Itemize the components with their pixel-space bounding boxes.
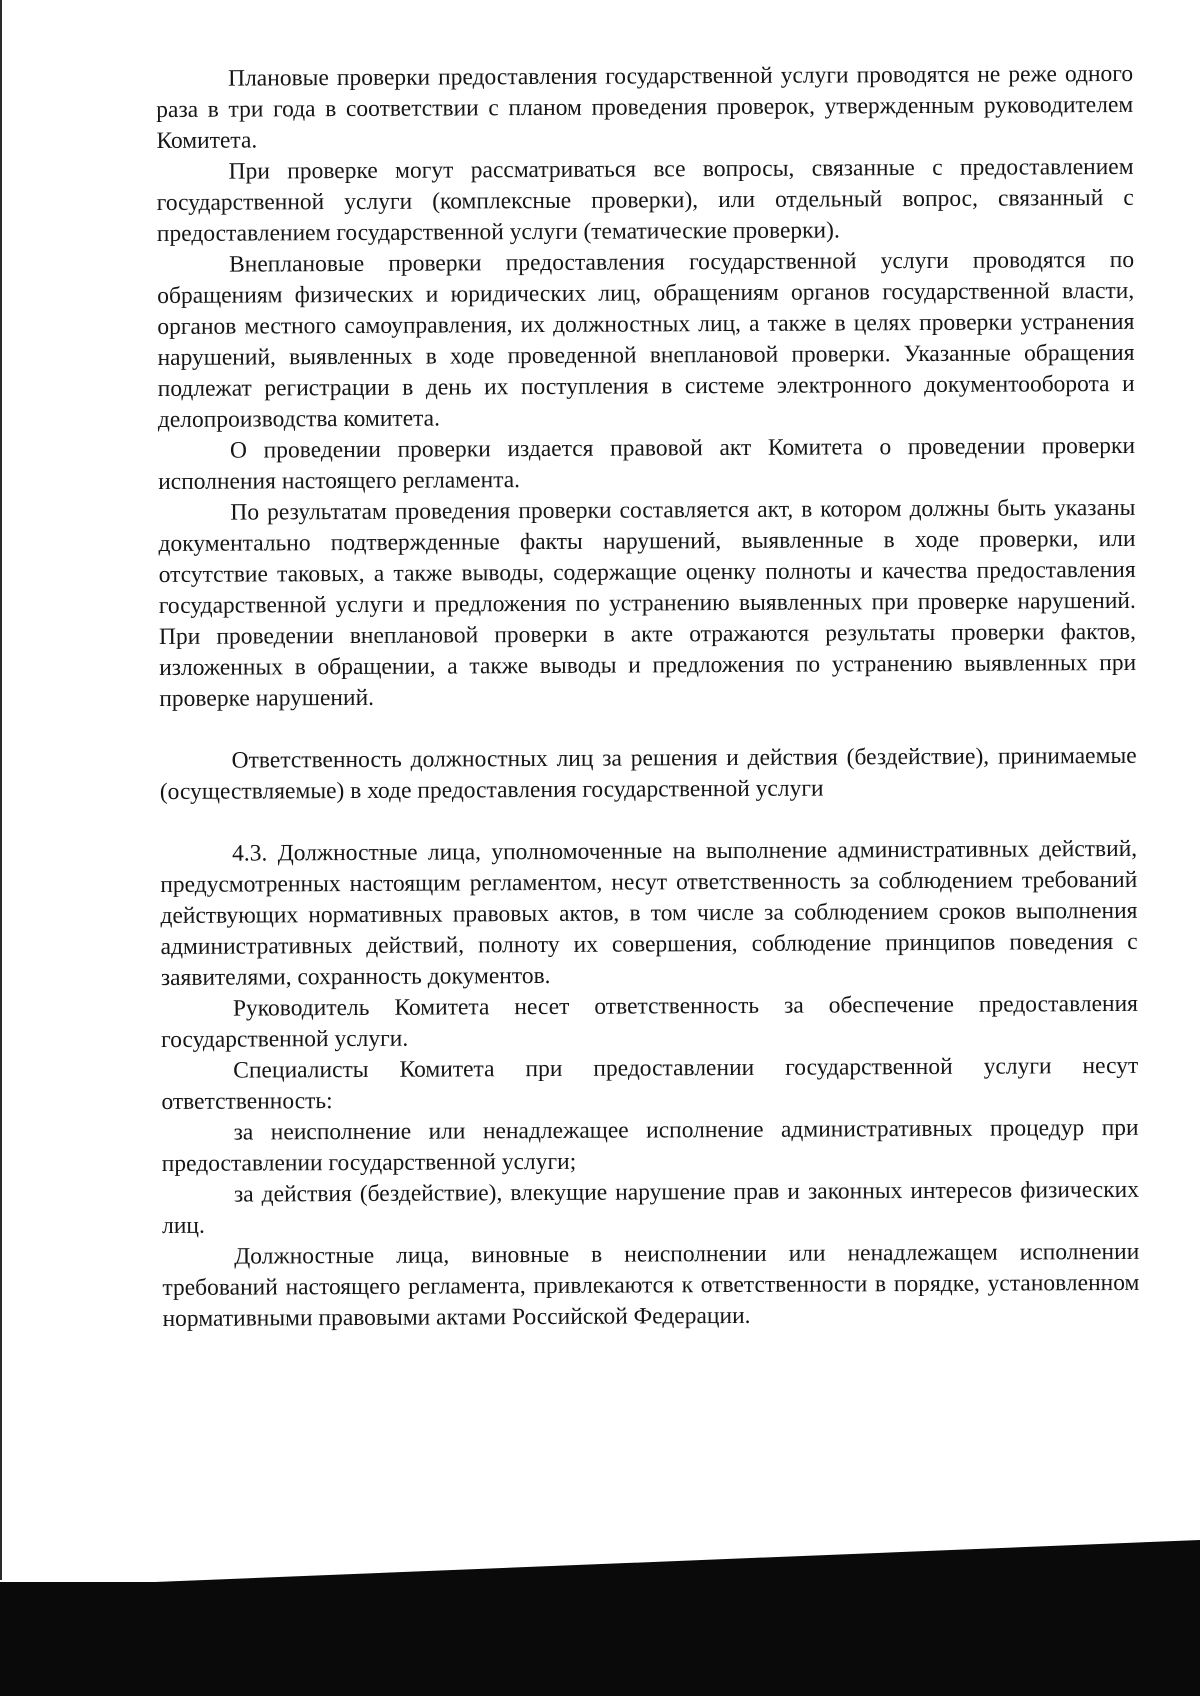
paragraph-head-responsibility: Руководитель Комитета несет ответственность за обеспечение предоставления государственной услуги.: [161, 990, 1139, 1053]
section-heading-responsibility: Ответственность должностных лиц за решения и действия (бездействие), принимаемые (осуществляемые) в ходе предоставления государственной услуги: [159, 742, 1137, 805]
paragraph-4-3: 4.3. Должностные лица, уполномоченные на выполнение административных действий, предусмотренных настоящим регламентом, несут ответственность за соблюдением требований действующих нормативных правовых актов, в том числе за соблюдением сроков выполнения административных действий, полноту их совершения, соблюдение принципов поведения с заявителями, сохранность документов.: [160, 835, 1138, 991]
paragraph-specialists-responsibility: Специалисты Комитета при предоставлении государственной услуги несут ответственность:: [161, 1052, 1139, 1115]
paragraph-liability: Должностные лица, виновные в неисполнении или ненадлежащем исполнении требований настоящего регламента, привлекаются к ответственности в порядке, установленном нормативными правовыми актами Российской Федерации.: [162, 1238, 1140, 1332]
document-body: [156, 59, 1140, 1335]
paragraph-non-performance: за неисполнение или ненадлежащее исполнение административных процедур при предоставлении государственной услуги;: [161, 1114, 1139, 1177]
paragraph-rights-violation: за действия (бездействие), влекущие нарушение прав и законных интересов физических лиц.: [162, 1176, 1139, 1239]
paragraph-legal-act: О проведении проверки издается правовой акт Комитета о проведении проверки исполнения настоящего регламента.: [158, 432, 1136, 495]
paragraph-unscheduled-inspections: Внеплановые проверки предоставления государственной услуги проводятся по обращениям физических и юридических лиц, обращениям органов государственной власти, органов местного самоуправления, их должностных лиц, а также в целях проверки устранения нарушений, выявленных в ходе проведенной внеплановой проверки. Указанные обращения подлежат регистрации в день их поступления в системе электронного документооборота и делопроизводства комитета.: [157, 246, 1135, 433]
scan-left-edge: [0, 0, 2, 1580]
paragraph-inspection-report: По результатам проведения проверки составляется акт, в котором должны быть указаны документально подтвержденные факты нарушений, выявленные в ходе проверки, или отсутствие таковых, а также выводы, содержащие оценку полноты и качества предоставления государственной услуги и предложения по устранению выявленных при проверке нарушений. При проведении внеплановой проверки в акте отражаются результаты проверки фактов, изложенных в обращении, а также выводы и предложения по устранению выявленных при проверке нарушений.: [158, 494, 1137, 712]
scan-bottom-border: [0, 1582, 1200, 1696]
paragraph-inspection-scope: При проверке могут рассматриваться все вопросы, связанные с предоставлением государственной услуги (комплексные проверки), или отдельный вопрос, связанный с предоставлением государственной услуги (тематические проверки).: [156, 153, 1134, 247]
paragraph-planned-inspections: Плановые проверки предоставления государственной услуги проводятся не реже одного раза в три года в соответствии с планом проведения проверок, утвержденным руководителем Комитета.: [156, 60, 1134, 154]
